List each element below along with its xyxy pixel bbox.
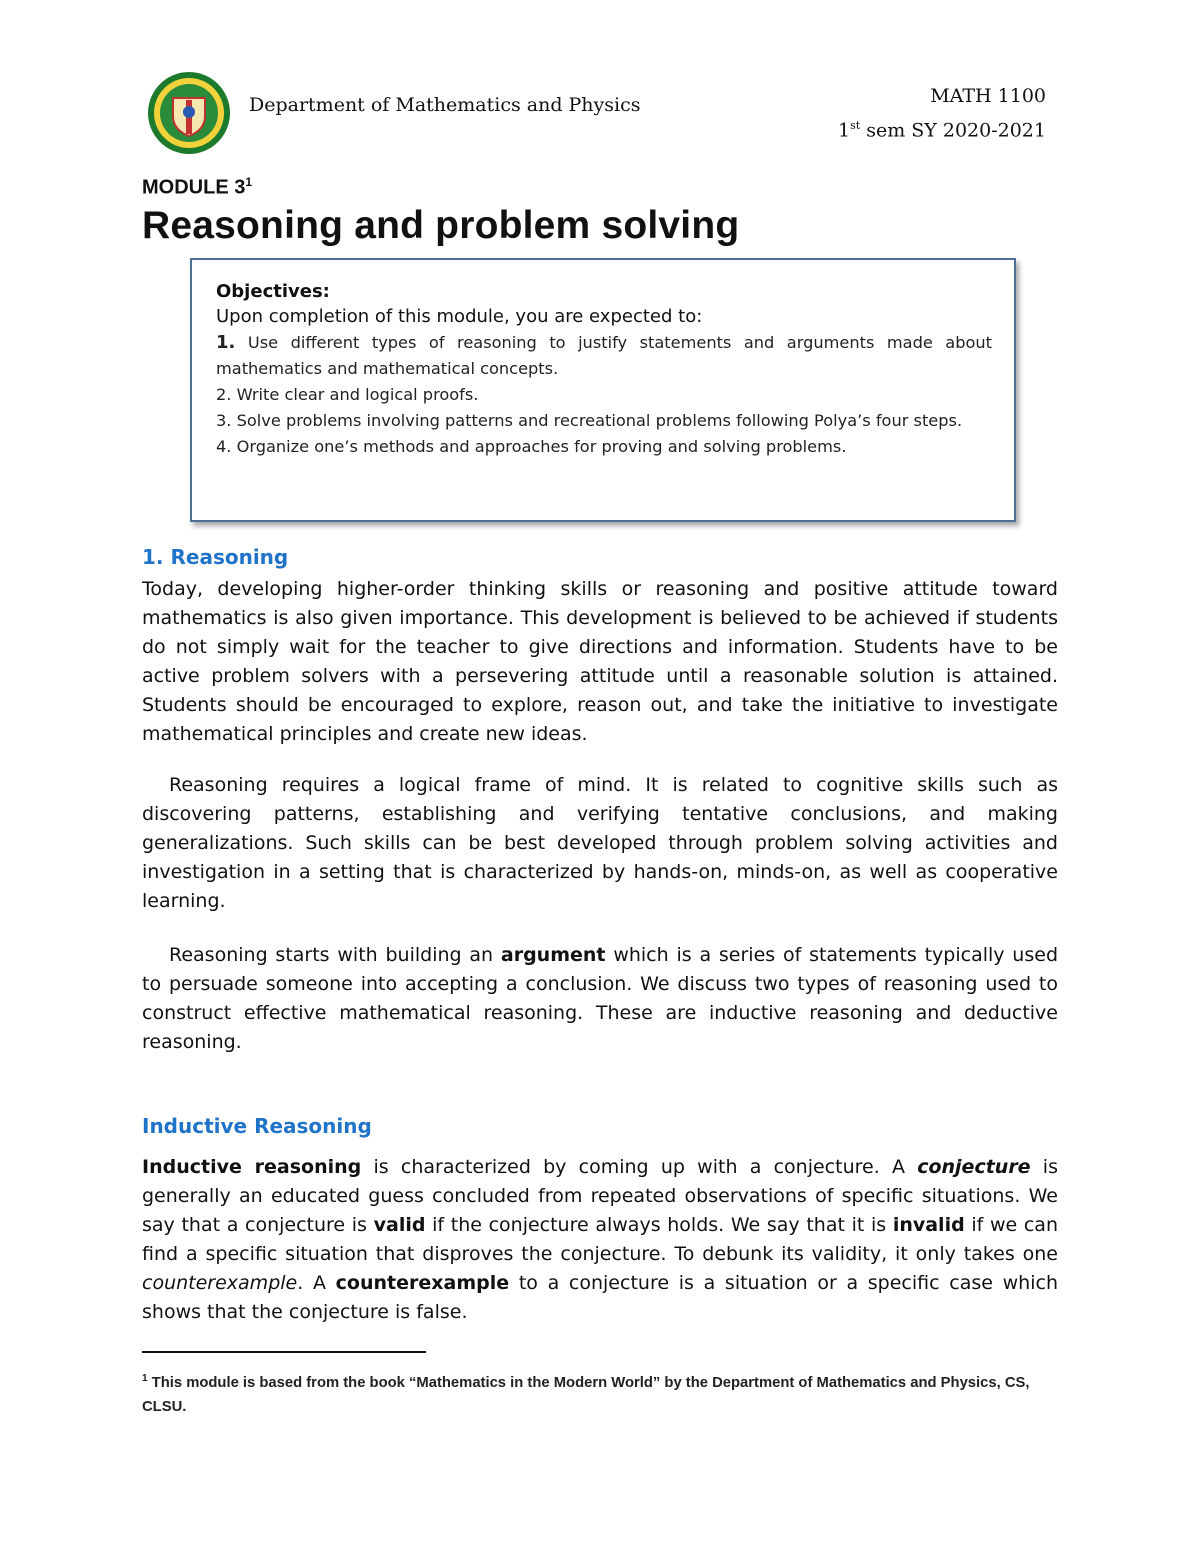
paragraph: Reasoning requires a logical frame of mind. It is related to cognitive skills such as discovering patterns, establishing and verifying tentative conclusions, and making generalizations. Such skills can be best developed through problem solving activities and investigation in a setting that is characterized by hands-on, minds-on, as well as cooperative learning. bbox=[142, 774, 1058, 912]
objective-item: 2. Write clear and logical proofs. bbox=[216, 385, 479, 404]
section-heading-inductive: Inductive Reasoning bbox=[142, 1114, 372, 1138]
department-name: Department of Mathematics and Physics bbox=[249, 94, 641, 116]
objectives-intro: Upon completion of this module, you are expected to: bbox=[216, 306, 703, 327]
objectives-box bbox=[190, 258, 1016, 522]
objective-item: 4. Organize one’s methods and approaches for proving and solving problems. bbox=[216, 437, 847, 456]
course-info bbox=[838, 82, 1046, 145]
university-seal-icon bbox=[146, 70, 232, 156]
footnote-ref: 1 bbox=[245, 175, 253, 189]
module-label: MODULE $3^1$ bbox=[142, 175, 253, 199]
objectives-heading: Objectives: bbox=[216, 281, 330, 302]
semester: 1st sem SY 2020-2021 bbox=[838, 119, 1046, 142]
footnote-divider bbox=[142, 1351, 426, 1353]
objective-item: 1. Use different types of reasoning to justify statements and arguments made about mathematics and mathematical concepts. bbox=[216, 332, 992, 378]
paragraph: Inductive reasoning is characterized by coming up with a conjecture. A conjecture is generally an educated guess concluded from repeated observations of specific situations. We say that a conjecture is valid if the conjecture always holds. We say that it is invalid if we can find a specific situation that disproves the conjecture. To debunk its validity, it only takes one counterexample. A counterexample to a conjecture is a situation or a specific case which shows that the conjecture is false. bbox=[142, 1156, 1058, 1323]
section-heading-reasoning: 1. Reasoning bbox=[142, 545, 289, 569]
footnote: $^1$ This module is based from the book “Mathematics in the Modern World” by the Department of Mathematics and Physics, CS, CLSU. bbox=[142, 1373, 1030, 1415]
paragraph: Reasoning starts with building an argument which is a series of statements typically used to persuade someone into accepting a conclusion. We discuss two types of reasoning used to construct effective mathematical reasoning. These are inductive reasoning and deductive reasoning. bbox=[142, 944, 1059, 1053]
objective-item: 3. Solve problems involving patterns and recreational problems following Polya’s four steps. bbox=[216, 411, 963, 430]
course-code: MATH 1100 bbox=[930, 85, 1046, 107]
paragraph: Today, developing higher-order thinking skills or reasoning and positive attitude toward mathematics is also given importance. This development is believed to be achieved if students do not simply wait for the teacher to give directions and information. Students have to be active problem solvers with a persevering attitude until a reasonable solution is attained. Students should be encouraged to explore, reason out, and take the initiative to investigate mathematical principles and create new ideas. bbox=[142, 578, 1058, 745]
page-title: Reasoning and problem solving bbox=[142, 204, 740, 247]
